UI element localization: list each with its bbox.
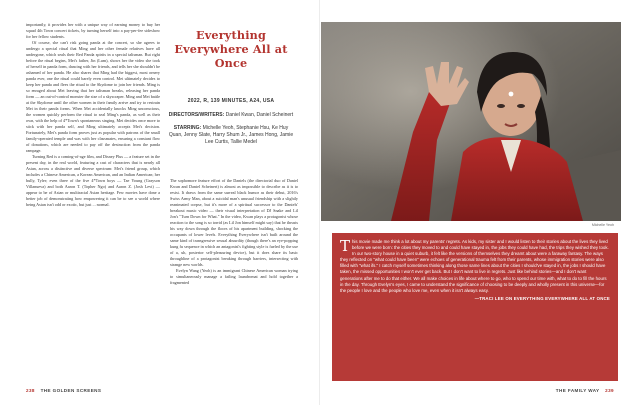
starring-names: Michelle Yeoh, Stephanie Hsu, Ke Huy Quan, Jenny Slate, Harry Shum Jr., James Hong, Jamie Lee Curtis, Tallie Medel — [168, 125, 294, 145]
right-running-title: THE FAMILY WAY — [555, 388, 600, 393]
left-paragraph-3: Turning Red is a coming-of-age film, and Disney Plus — a feature set in the present day, in the real world, featuring a cast of characters that is nearly all Asian, across a distinctive and diverse spectrum: Mei's friend group, which includes a Chinese American, a Korean American, and an Indian American; her bully, Tyler; even three of the five 4*Town boys — Tae Young (Grayson Villanueva) and both Aaron T. (Topher Ngo) and Aaron Z. (Josh Levi) — appear to be of Asian or multiracial Asian heritage. Few movies have done a better job of demonstrating how empowering it can be to see a world where being Asian isn't odd or exotic, but just ... normal. — [26, 154, 160, 207]
quote-attribution: —TRACI LEE ON EVERYTHING EVERYWHERE ALL AT ONCE — [474, 295, 610, 301]
movie-info — [168, 98, 294, 152]
left-page-number: 238 — [26, 388, 35, 393]
left-body-column — [26, 22, 160, 380]
photo-credit: Michelle Yeoh — [591, 223, 614, 227]
movie-still-illustration — [321, 22, 621, 221]
directors-names: Daniel Kwan, Daniel Scheinert — [225, 112, 294, 118]
mid-paragraph-1: The sophomore feature effort of the Daniels (the directorial duo of Daniel Kwan and Daniel Scheinert) is almost as impossible to describe as it is to resist. It draws from the same surreal black humor as their debut, 2016's Swiss Army Man, about a suicidal man's unusual friendship with a slightly reanimated corpse, but it's more of a spiritual successor to the Daniels' breakout music video — their visual interpretation of DJ Snake and Lil Jon's "Turn Down for What." In the video, Kwan plays a protagonist whose reaction to the song is so torrid (as Lil Jon himself might say) that he thrusts his way down through the floors of his apartment building, shocking the occupants of lower levels. Everything Everywhere isn't built around the same kind of transgressive sexual absurdity (though there's an eye-popping kung fu sequence in which an antagonist's fighting style is fueled by the use of a, uh, posterior self-pleasuring device), but it does share its basic throughline of a protagonist breaking through barriers, intersecting with strange new worlds. — [170, 178, 298, 267]
quote-text: his movie made me think a lot about my parents' regrets. As kids, my sister and I would listen to their stories about the lives they lived before we were born: the cities they moved to and could have stayed in, the jobs they could have had, the trips they wished they took. In our two-story house in a quiet suburb, it felt like the versions of themselves they dreamt about were a faraway fantasy. The ways they reflected on "what could have been" were echoes of generational trauma felt from their parents, whose immigration stories were also filled with "what ifs." I catch myself sometimes thinking along those same lines about the cities I should've stayed in, the jobs I should have taken, the missed opportunities I won't ever get back. But I don't want to live in regrets. Just like behind stories—and I don't want generations after me to do that either. We all make choices in life about where to go, who to spend our time with, what to do to fill the hours in the day. Through Evelyn's eyes, I came to understand the significance of choosing to be deeply and wholly present in this universe—for the people I love and the people who love me, even when it isn't always easy. — [340, 239, 609, 293]
movie-still-photo — [321, 22, 621, 221]
left-paragraph-2: Of course, she can't risk going panda at the concert, so she agrees to undergo a special ritual that Ming and her other female relatives have all undergone, which seals their Red Panda spirits in a special talisman. But right before the ritual begins, Mei's father, Jin (Lum), shows her the video she took of herself in panda form, dancing with her friends, and tells her she shouldn't be ashamed of her panda. He also shares that Ming had the biggest, most ornery panda ever, one the ritual could barely even control. Mei ultimately decides to keep her panda and flees the ritual to the Skydome to join her friends. Ming is so enraged about Mei leaving that her talisman breaks, releasing her panda form — an out-of-control monster the size of a skyscraper. Ming and Mei battle at the Skydome until the other women in their family arrive and try to restrain Mei in their panda forms. When Mei accidentally knocks Ming unconscious, the women quickly perform the ritual to seal Ming's panda, as well as their own, with the help of 4*Town's spontaneous singing. Mei decides once more to stick with her panda self, and Ming ultimately accepts Mei's decision. Fortunately, Mei's panda form proves just as popular with patrons of the small family-operated temple and was with her classmates, ensuring a constant flow of donations, which are needed to pay off the destruction from the panda rampage. — [26, 40, 160, 153]
directors-block — [168, 112, 294, 119]
left-paragraph-1: importantly, it provides her with a unique way of earning money to buy her squad 4th Town concert tickets, by turning herself into a pay-per-fee sideshow for her fellow students. — [26, 22, 160, 39]
mid-body-column — [170, 178, 298, 381]
right-page-number: 239 — [605, 388, 614, 393]
starring-block — [168, 125, 294, 146]
right-folio — [556, 388, 614, 393]
directors-label: DIRECTORS/WRITERS: — [168, 112, 225, 118]
left-folio — [26, 388, 101, 393]
mid-paragraph-2: Evelyn Wang (Yeoh) is an immigrant Chinese American woman trying to simultaneously manage a failing laundromat and hold together a fragmented — [170, 268, 298, 285]
pull-quote-box — [332, 233, 618, 381]
starring-label: STARRING: — [173, 125, 202, 131]
movie-meta: 2022, R, 139 MINUTES, A24, USA — [187, 98, 275, 104]
bindi-eye-icon — [509, 92, 514, 97]
movie-title: Everything Everywhere All at Once — [174, 28, 288, 70]
left-running-title: THE GOLDEN SCREENS — [40, 388, 102, 393]
quote-drop-cap: T — [340, 237, 351, 255]
